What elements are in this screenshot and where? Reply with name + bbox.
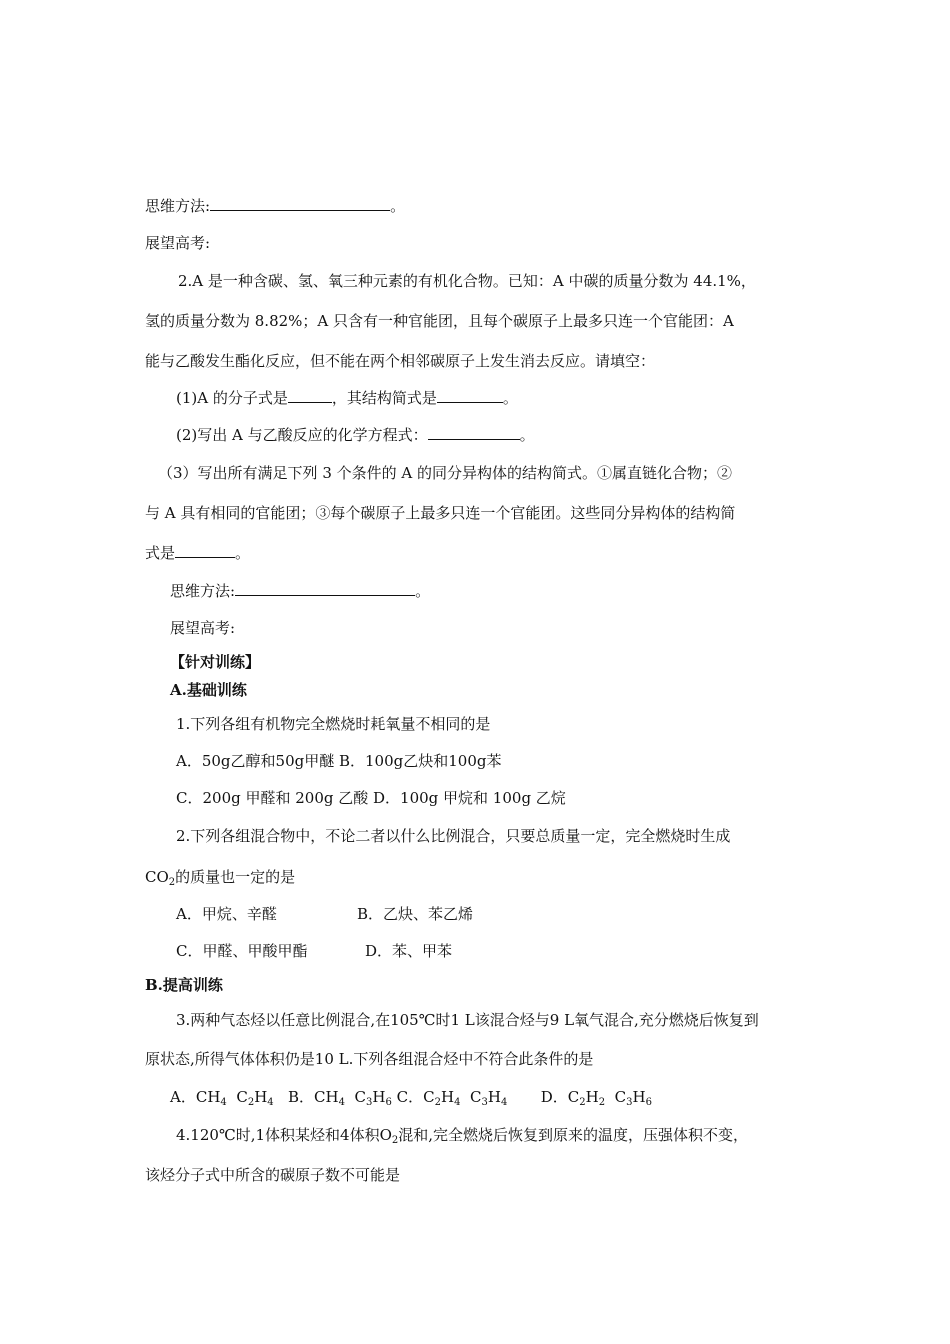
exercise-4-stem-line-2: 该烃分子式中所含的碳原子数不可能是 — [145, 1166, 401, 1184]
question-2-line-1: 2.A 是一种含碳、氢、氧三种元素的有机化合物。已知：A 中碳的质量分数为 44.1%， — [178, 272, 756, 290]
section-heading-training: 【针对训练】 — [170, 653, 261, 671]
exercise-3-stem-line-2: 原状态,所得气体体积仍是10 L.下列各组混合烃中不符合此条件的是 — [145, 1050, 594, 1068]
exercise-1-options-ab: A．50g乙醇和50g甲醚 B．100g乙炔和100g苯 — [176, 752, 502, 770]
question-2-part-3-line-1: （3）写出所有满足下列 3 个条件的 A 的同分异构体的结构简式。①属直链化合物；② — [158, 464, 732, 482]
exercise-2-option-a: A．甲烷、辛醛 — [176, 905, 277, 923]
answer-blank — [210, 196, 390, 211]
exercise-3-stem-line-1: 3.两种气态烃以任意比例混合,在105℃时1 L该混合烃与9 L氧气混合,充分燃烧后恢复到 — [176, 1011, 759, 1029]
answer-blank — [175, 543, 235, 558]
outlook-label-2: 展望高考: — [170, 619, 236, 637]
question-2-part-3-line-2: 与 A 具有相同的官能团；③每个碳原子上最多只连一个官能团。这些同分异构体的结构简 — [145, 504, 736, 522]
section-heading-advanced: B.提高训练 — [145, 976, 223, 994]
answer-blank — [428, 425, 520, 440]
question-2-part-3-line-3: 式是 。 — [145, 544, 251, 562]
question-2-part-2: (2)写出 A 与乙酸反应的化学方程式： 。 — [176, 426, 535, 444]
exercise-1-stem: 1.下列各组有机物完全燃烧时耗氧量不相同的是 — [176, 715, 491, 733]
question-2-part-1: (1)A 的分子式是 ，其结构简式是 。 — [176, 389, 518, 407]
question-2-line-3: 能与乙酸发生酯化反应，但不能在两个相邻碳原子上发生消去反应。请填空： — [145, 352, 656, 370]
thinking-method-line-2: 思维方法: 。 — [170, 582, 431, 600]
exercise-2-option-d: D．苯、甲苯 — [365, 942, 453, 960]
answer-blank — [437, 388, 503, 403]
thinking-method-line-1: 思维方法: 。 — [145, 197, 406, 215]
exercise-2-stem-line-2: $CO_2$的质量也一定的是 — [145, 868, 296, 888]
exercise-4-stem-line-1: 4.120℃时,1体积某烃和4体积$O_2$混和,完全燃烧后恢复到原来的温度，压强体积不变， — [176, 1126, 749, 1146]
outlook-label-1: 展望高考: — [145, 234, 211, 252]
answer-blank — [288, 388, 332, 403]
exercise-3-options: A．$CH_4$ $C_2H_4$ B．$CH_4$ $C_3H_6$ C．$C_2H_4$ $C_3H_4$ D．$C_2H_2$ $C_3H_6$ — [170, 1088, 652, 1108]
answer-blank — [235, 581, 415, 596]
exercise-2-option-b: B．乙炔、苯乙烯 — [357, 905, 474, 923]
exercise-1-options-cd: C．200g 甲醛和 200g 乙酸 D．100g 甲烷和 100g 乙烷 — [176, 789, 566, 807]
question-2-line-2: 氢的质量分数为 8.82%；A 只含有一种官能团，且每个碳原子上最多只连一个官能团：A — [145, 312, 734, 330]
exercise-2-stem-line-1: 2.下列各组混合物中，不论二者以什么比例混合，只要总质量一定，完全燃烧时生成 — [176, 827, 731, 845]
exercise-2-option-c: C．甲醛、甲酸甲酯 — [176, 942, 308, 960]
section-heading-basic: A.基础训练 — [170, 681, 247, 699]
